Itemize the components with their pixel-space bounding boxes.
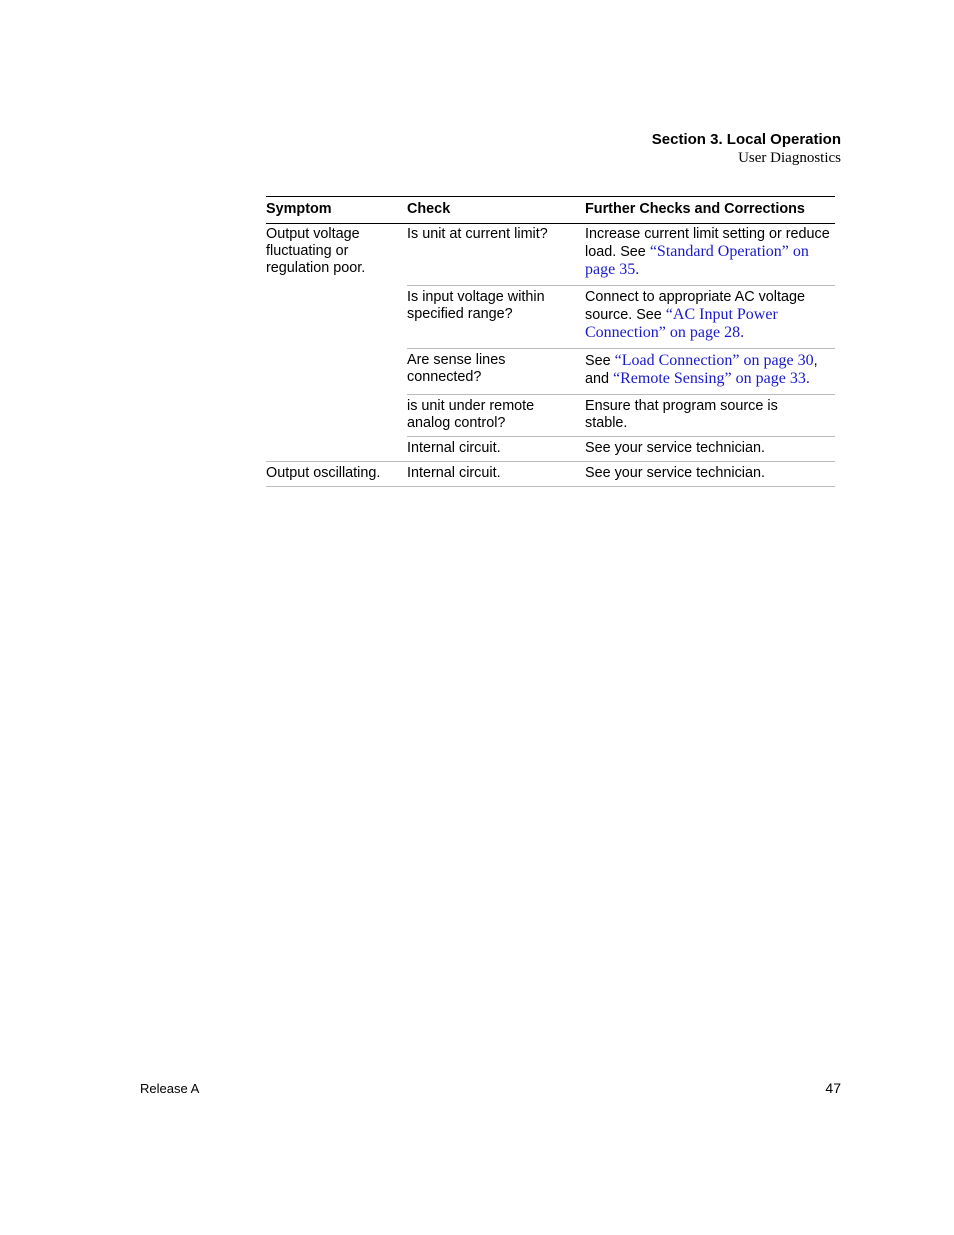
- page-header: [652, 131, 841, 167]
- link-tail: .: [805, 370, 810, 387]
- table-row: [266, 224, 835, 286]
- correction-text-joiner: , and: [585, 353, 818, 387]
- table-header-row: [266, 197, 835, 224]
- check-text: Are sense lines connected?: [407, 352, 506, 385]
- check-cell: [407, 286, 585, 349]
- symptom-cell: [266, 224, 407, 462]
- correction-cell: [585, 224, 835, 286]
- correction-text: Connect to appropriate AC voltage source. See: [585, 289, 805, 323]
- cross-reference-link[interactable]: “Remote Sensing” on page 33: [613, 370, 806, 387]
- page-number: 47: [825, 1080, 841, 1096]
- symptom-text: Output voltage fluctuating or regulation poor.: [266, 226, 366, 276]
- correction-text: See: [585, 353, 615, 369]
- correction-cell: [585, 395, 835, 437]
- diagnostics-table: [266, 196, 835, 487]
- section-title: Section 3. Local Operation: [651, 131, 841, 148]
- correction-text: Ensure that program source is stable.: [585, 398, 778, 431]
- correction-cell: [585, 286, 835, 349]
- release-label: Release A: [140, 1081, 200, 1096]
- check-cell: Internal circuit.: [407, 437, 585, 462]
- cross-reference-link[interactable]: “Standard Operation” on page 35: [585, 243, 809, 278]
- check-cell: [407, 395, 585, 437]
- symptom-cell: Output oscillating.: [266, 462, 407, 487]
- correction-text: Increase current limit setting or reduce load. See: [585, 226, 830, 260]
- check-cell: Internal circuit.: [407, 462, 585, 487]
- cross-reference-link[interactable]: “AC Input Power Connection” on page 28: [585, 306, 778, 341]
- link-tail: .: [740, 324, 745, 341]
- check-text: Is unit at current limit?: [407, 226, 548, 242]
- check-text: is unit under remote analog control?: [407, 398, 535, 431]
- column-header-corrections: Further Checks and Corrections: [585, 197, 835, 224]
- check-cell: [407, 349, 585, 395]
- column-header-symptom: Symptom: [266, 197, 407, 224]
- column-header-check: Check: [407, 197, 585, 224]
- check-cell: [407, 224, 585, 286]
- correction-cell: [585, 349, 835, 395]
- check-text: Is input voltage within specified range?: [407, 289, 545, 322]
- correction-cell: See your service technician.: [585, 437, 835, 462]
- subsection-title: User Diagnostics: [738, 150, 841, 166]
- link-tail: .: [635, 261, 640, 278]
- correction-cell: See your service technician.: [585, 462, 835, 487]
- table-row: [266, 462, 835, 487]
- cross-reference-link[interactable]: “Load Connection” on page 30: [614, 352, 814, 369]
